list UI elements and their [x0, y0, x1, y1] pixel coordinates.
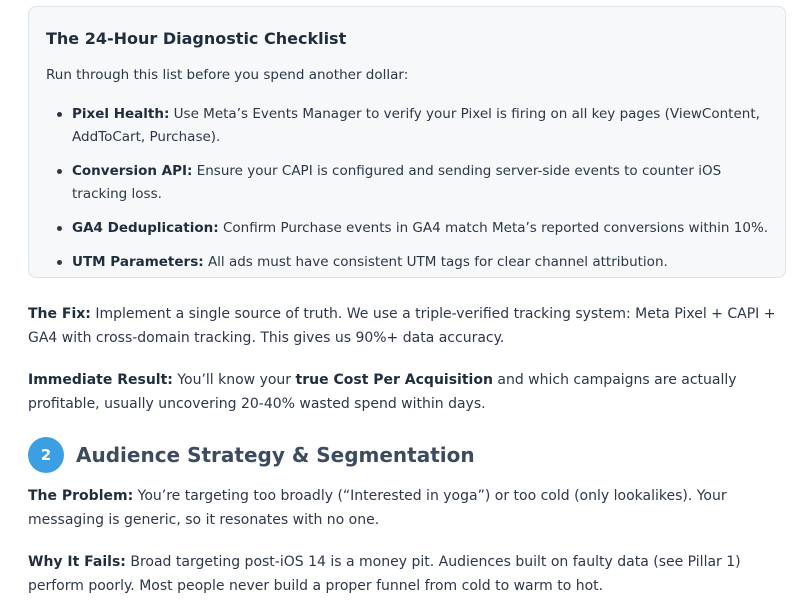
result-text-before: You’ll know your [177, 372, 292, 388]
checklist-item-label: Conversion API: [72, 163, 193, 179]
checklist-item-utm-parameters [46, 251, 772, 274]
section-number-badge: 2 [28, 437, 64, 473]
result-emphasis: true Cost Per Acquisition [295, 372, 493, 388]
checklist-title: The 24-Hour Diagnostic Checklist [46, 29, 347, 48]
checklist-item-label: UTM Parameters: [72, 254, 204, 270]
fix-label: The Fix: [28, 306, 91, 322]
checklist-item-text: Use Meta’s Events Manager to verify your Pixel is firing on all key pages (ViewContent, AddToCart, Purchase). [72, 106, 760, 145]
checklist-item-ga4-deduplication [46, 217, 772, 240]
diagnostic-checklist-box [28, 6, 786, 278]
bullet-dot [57, 260, 62, 265]
immediate-result-paragraph [28, 368, 790, 416]
checklist-item-conversion-api [46, 160, 772, 206]
checklist-item-text: All ads must have consistent UTM tags for clear channel attribution. [207, 254, 668, 270]
why-fails-text: Broad targeting post-iOS 14 is a money pit. Audiences built on faulty data (see Pillar 1) perform poorly. Most people never build a proper funnel from cold to warm to hot. [28, 554, 741, 594]
result-text-after: and which campaigns are actually profitable, usually uncovering 20-40% wasted spend within days. [28, 372, 737, 412]
section-heading: Audience Strategy & Segmentation [76, 443, 475, 467]
checklist-item-pixel-health [46, 103, 772, 149]
bullet-dot [57, 226, 62, 231]
problem-label: The Problem: [28, 488, 134, 504]
why-it-fails-paragraph [28, 550, 790, 598]
why-fails-label: Why It Fails: [28, 554, 126, 570]
checklist-item-label: Pixel Health: [72, 106, 170, 122]
checklist-list [46, 103, 772, 285]
problem-paragraph [28, 484, 790, 532]
fix-paragraph [28, 302, 790, 350]
checklist-item-label: GA4 Deduplication: [72, 220, 219, 236]
fix-text: Implement a single source of truth. We use a triple-verified tracking system: Meta Pixel + CAPI + GA4 with cross-domain tracking. This gives us 90%+ data accuracy. [28, 306, 776, 346]
bullet-dot [57, 169, 62, 174]
bullet-dot [57, 112, 62, 117]
checklist-intro: Run through this list before you spend another dollar: [46, 67, 409, 83]
result-label: Immediate Result: [28, 372, 173, 388]
problem-text: You’re targeting too broadly (“Interested in yoga”) or too cold (only lookalikes). Your messaging is generic, so it resonates with no one. [28, 488, 727, 528]
checklist-item-text: Ensure your CAPI is configured and sending server-side events to counter iOS tracking loss. [72, 163, 722, 202]
checklist-item-text: Confirm Purchase events in GA4 match Meta’s reported conversions within 10%. [222, 220, 769, 236]
